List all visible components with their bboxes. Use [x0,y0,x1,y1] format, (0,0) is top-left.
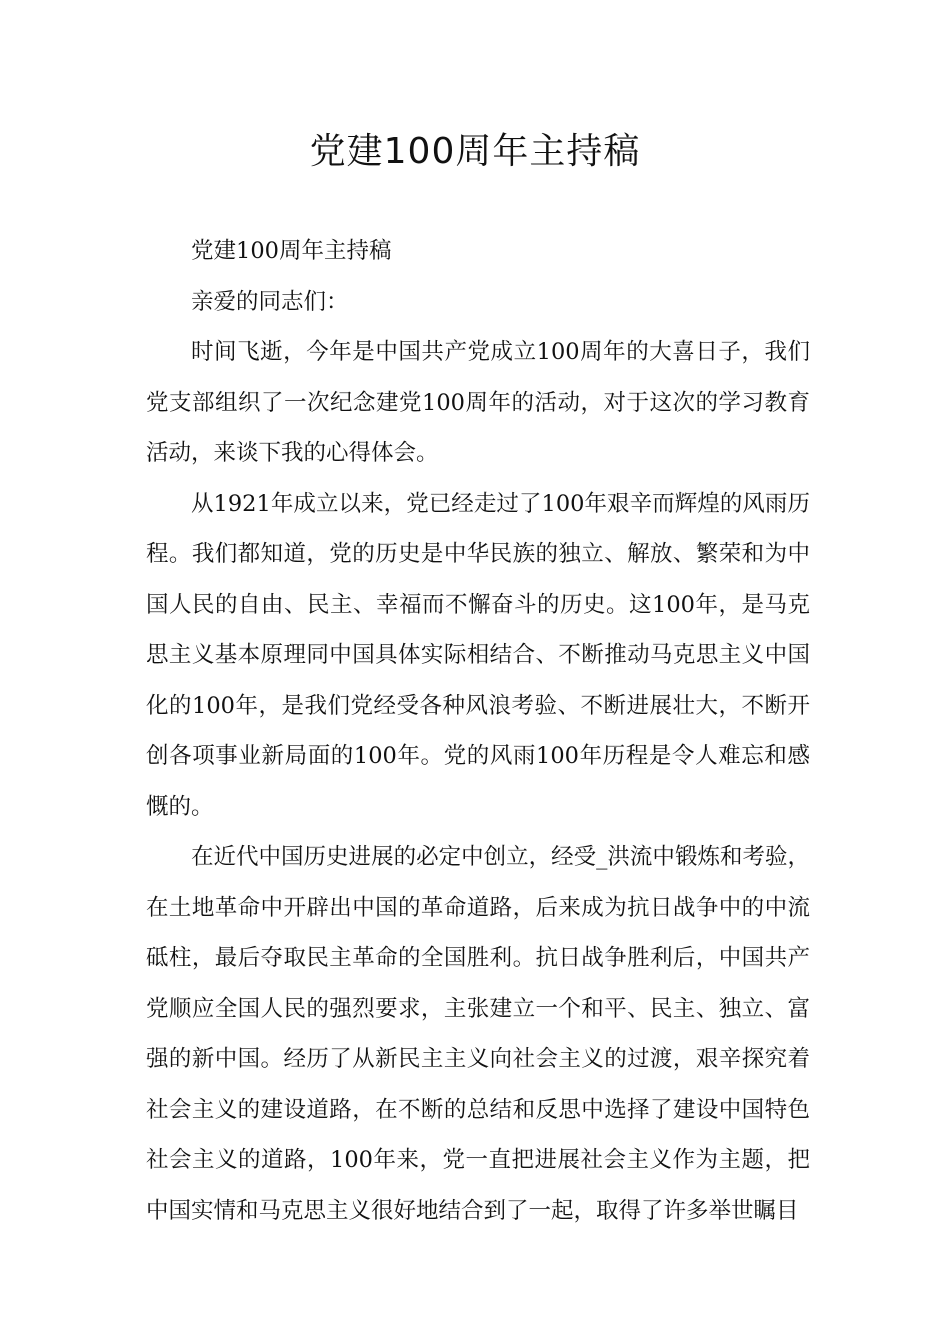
document-title: 党建100周年主持稿 [309,131,641,172]
paragraph-development: 在近代中国历史进展的必定中创立，经受_洪流中锻炼和考验，在土地革命中开辟出中国的革命道路，后来成为抗日战争中的中流砥柱，最后夺取民主革命的全国胜利。抗日战争胜利后，中国共产党顺应全国人民的强烈要求，主张建立一个和平、民主、独立、富强的新中国。经历了从新民主主义向社会主义的过渡，艰辛探究着社会主义的建设道路，在不断的总结和反思中选择了建设中国特色社会主义的道路，100年来，党一直把进展社会主义作为主题，把中国实情和马克思主义很好地结合到了一起，取得了许多举世瞩目 [146,844,810,1224]
paragraph-salutation: 亲爱的同志们： [191,288,349,315]
paragraph-intro: 时间飞逝，今年是中国共产党成立100周年的大喜日子，我们党支部组织了一次纪念建党100周年的活动，对于这次的学习教育活动，来谈下我的心得体会。 [146,339,810,466]
paragraph-history: 从1921年成立以来，党已经走过了100年艰辛而辉煌的风雨历程。我们都知道，党的历史是中华民族的独立、解放、繁荣和为中国人民的自由、民主、幸福而不懈奋斗的历史。这100年，是马克思主义基本原理同中国具体实际相结合、不断推动马克思主义中国化的100年，是我们党经受各种风浪考验、不断进展壮大，不断开创各项事业新局面的100年。党的风雨100年历程是令人难忘和感慨的。 [146,490,810,820]
paragraph-subtitle: 党建100周年主持稿 [191,238,392,264]
document-body [146,226,810,1236]
